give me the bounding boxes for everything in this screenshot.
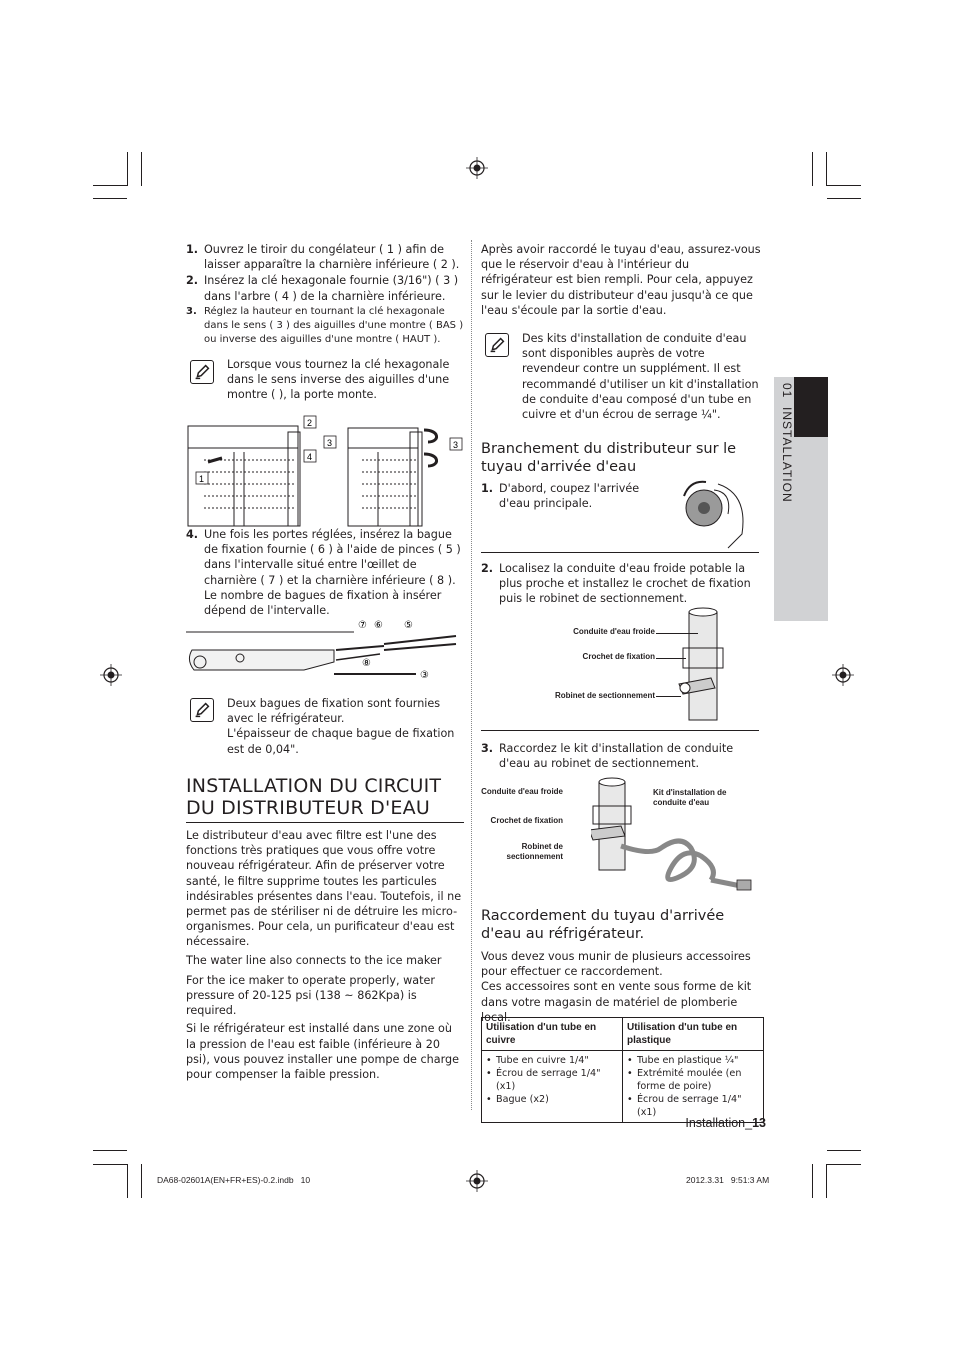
side-tab bbox=[774, 377, 828, 621]
list-item: • Extrémité moulée (en forme de poire) bbox=[627, 1067, 759, 1093]
divider bbox=[481, 552, 759, 553]
steps-list-right-2 bbox=[481, 561, 763, 608]
paragraph: Si le réfrigérateur est installé dans une zone où la pression de l'eau est faible (inférieure à 20 psi), vous pouvez installer une pompe de charge pour compenser la faible pression. bbox=[186, 1022, 459, 1082]
callout-label: 1 bbox=[199, 474, 205, 484]
print-date: 2012.3.31 9:51:3 AM bbox=[686, 1175, 770, 1185]
crop-mark bbox=[812, 152, 813, 186]
side-tab-label: INSTALLATION bbox=[780, 407, 794, 503]
hinge-adjust-illustration bbox=[184, 412, 464, 530]
page-number: 13 bbox=[752, 1116, 766, 1130]
registration-target-icon bbox=[100, 664, 122, 686]
table-header: Utilisation d'un tube en plastique bbox=[623, 1018, 764, 1051]
callout-label: 2 bbox=[307, 418, 313, 428]
subheading: Raccordement du tuyau d'arrivée d'eau au réfrigérateur. bbox=[481, 908, 725, 942]
leader-line bbox=[656, 633, 698, 634]
list-item: 1. D'abord, coupez l'arrivée d'eau principale. bbox=[481, 482, 640, 511]
list-item: • Bague (x2) bbox=[486, 1093, 618, 1106]
pipe-label: Crochet de fixation bbox=[582, 652, 655, 661]
registration-target-icon bbox=[832, 664, 854, 686]
side-tab-number: 01 bbox=[780, 383, 794, 399]
note-icon bbox=[190, 698, 214, 722]
crop-mark bbox=[827, 1150, 861, 1151]
pliers-illustration bbox=[184, 610, 464, 686]
list-item: • Tube en cuivre 1/4" bbox=[486, 1054, 618, 1067]
pipe-label: Robinet de sectionnement bbox=[554, 691, 655, 700]
table-header-row bbox=[482, 1018, 764, 1051]
side-tab-marker bbox=[794, 377, 828, 437]
crop-mark bbox=[127, 1164, 128, 1198]
steps-list-right-3 bbox=[481, 741, 763, 772]
paragraph: Vous devez vous munir de plusieurs accessoires pour effectuer ce raccordement. bbox=[481, 950, 751, 979]
pipe-label: Conduite d'eau froide bbox=[573, 627, 655, 636]
crop-mark bbox=[827, 198, 861, 199]
kit-label: Conduite d'eau froide bbox=[481, 787, 563, 796]
divider bbox=[186, 822, 464, 823]
list-item: • Tube en plastique ¼" bbox=[627, 1054, 759, 1067]
table-row bbox=[482, 1051, 764, 1123]
registration-target-icon bbox=[466, 1170, 488, 1192]
crop-mark bbox=[812, 1164, 813, 1198]
side-tab-text bbox=[778, 383, 794, 513]
column-divider bbox=[471, 240, 472, 1110]
accessories-table bbox=[481, 1017, 764, 1123]
note-block bbox=[227, 696, 462, 757]
paragraph: For the ice maker to operate properly, water pressure of 20-125 psi (138 ~ 862Kpa) is required. bbox=[186, 973, 436, 1018]
raccordement-text bbox=[481, 949, 763, 1025]
leader-line bbox=[656, 696, 681, 697]
kit-label: Crochet de fixation bbox=[490, 816, 563, 825]
list-item: • Écrou de serrage 1/4" (x1) bbox=[627, 1093, 759, 1119]
list-item: 3. Réglez la hauteur en tournant la clé hexagonale dans le sens ( 3 ) des aiguilles d'une montre ( BAS ) ou inverse des aiguilles d'une montre ( HAUT ). bbox=[186, 305, 464, 345]
note-text: Des kits d'installation de conduite d'eau sont disponibles auprès de votre revendeur contre un supplément. Il est recommandé d'utiliser un kit d'installation de conduite d'eau composé d'un tube en cuivre et d'un écrou de serrage ¼". bbox=[522, 332, 759, 422]
kit-figure bbox=[481, 776, 763, 896]
crop-mark bbox=[127, 152, 128, 186]
callout-label: ⑥ bbox=[374, 620, 383, 631]
footer-section: Installation_ bbox=[685, 1116, 753, 1130]
crop-mark bbox=[93, 1150, 127, 1151]
table-cell bbox=[482, 1051, 623, 1123]
kit-label: Robinet de sectionnement bbox=[506, 842, 563, 861]
steps-list-top bbox=[186, 242, 464, 348]
subheading: Branchement du distributeur sur le tuyau d'arrivée d'eau bbox=[481, 441, 737, 475]
callout-label: 4 bbox=[307, 452, 313, 462]
callout-label: 3 bbox=[327, 438, 333, 448]
paragraph: The water line also connects to the ice maker bbox=[186, 953, 442, 967]
callout-label: ③ bbox=[420, 670, 429, 681]
list-item: 4. Une fois les portes réglées, insérez la bague de fixation fournie ( 6 ) à l'aide de pinces ( 5 ) dans l'intervalle situé entre l'œillet de charnière ( 7 ) et la charnière inférieure ( 8 ). Le nombre de bagues de fixation à insérer dépend de l'intervalle. bbox=[186, 528, 461, 618]
note-text: Deux bagues de fixation sont fournies avec le réfrigérateur. bbox=[227, 697, 441, 726]
section-title: INSTALLATION DU CIRCUIT DU DISTRIBUTEUR D'EAU bbox=[186, 775, 442, 819]
leader-line bbox=[656, 658, 686, 659]
list-item: • Écrou de serrage 1/4" (x1) bbox=[486, 1067, 618, 1093]
crop-mark bbox=[141, 1164, 142, 1198]
crop-mark bbox=[93, 198, 127, 199]
note-text: Lorsque vous tournez la clé hexagonale dans le sens inverse des aiguilles d'une montre ( ), la porte monte. bbox=[227, 358, 450, 402]
list-item: 2. Localisez la conduite d'eau froide potable la plus proche et installez le crochet de fixation puis le robinet de sectionnement. bbox=[481, 562, 751, 606]
callout-label: 3 bbox=[453, 440, 459, 450]
paragraph: Ces accessoires sont en vente sous forme de kit dans votre magasin de matériel de plomberie local. bbox=[481, 980, 752, 1024]
note-icon bbox=[485, 333, 509, 357]
crop-mark bbox=[141, 152, 142, 186]
crop-mark bbox=[826, 1164, 827, 1198]
crop-mark bbox=[93, 185, 127, 186]
crop-mark bbox=[93, 1164, 127, 1165]
list-item: 3. Raccordez le kit d'installation de conduite d'eau au robinet de sectionnement. bbox=[481, 742, 734, 771]
note-text: L'épaisseur de chaque bague de fixation est de 0,04". bbox=[227, 727, 455, 756]
pipe-illustration bbox=[671, 606, 741, 724]
page-footer bbox=[620, 1116, 766, 1130]
paragraph: Après avoir raccordé le tuyau d'eau, assurez-vous que le réservoir d'eau à l'intérieur du réfrigérateur est bien rempli. Pour cela, appuyez sur le levier du distributeur d'eau jusqu'à ce que l'eau s'écoule par la sortie d'eau. bbox=[481, 243, 761, 317]
crop-mark bbox=[827, 1164, 861, 1165]
valve-hand-illustration bbox=[678, 474, 758, 550]
callout-label: ⑦ bbox=[358, 620, 367, 631]
file-info: DA68-02601A(EN+FR+ES)-0.2.indb 10 bbox=[157, 1175, 311, 1185]
kit-label: Kit d'installation de conduite d'eau bbox=[653, 788, 727, 807]
intro-text bbox=[186, 828, 464, 1082]
table-header: Utilisation d'un tube en cuivre bbox=[482, 1018, 623, 1051]
pipe-figure bbox=[481, 606, 763, 724]
steps-list-4 bbox=[186, 527, 464, 619]
note-icon bbox=[190, 360, 214, 384]
crop-mark bbox=[826, 152, 827, 186]
paragraph: Le distributeur d'eau avec filtre est l'une des fonctions très pratiques que vous offre votre nouveau réfrigérateur. Afin de préserver votre santé, le filtre supprime toutes les particules indésirables présentes dans l'eau. Toutefois, il ne permet pas de stériliser ni de détruire les micro-organismes. Pour cela, un purificateur d'eau est nécessaire. bbox=[186, 829, 462, 949]
steps-list-right-1 bbox=[481, 481, 671, 512]
callout-label: ⑤ bbox=[404, 620, 413, 631]
list-item: 1. Ouvrez le tiroir du congélateur ( 1 ) afin de laisser apparaître la charnière inférieure ( 2 ). bbox=[186, 243, 460, 272]
registration-target-icon bbox=[466, 157, 488, 179]
table-cell bbox=[623, 1051, 764, 1123]
crop-mark bbox=[827, 185, 861, 186]
callout-label: ⑧ bbox=[362, 658, 371, 669]
divider bbox=[481, 730, 759, 731]
list-item: 2. Insérez la clé hexagonale fournie (3/16") ( 3 ) dans l'arbre ( 4 ) de la charnière inférieure. bbox=[186, 274, 459, 303]
